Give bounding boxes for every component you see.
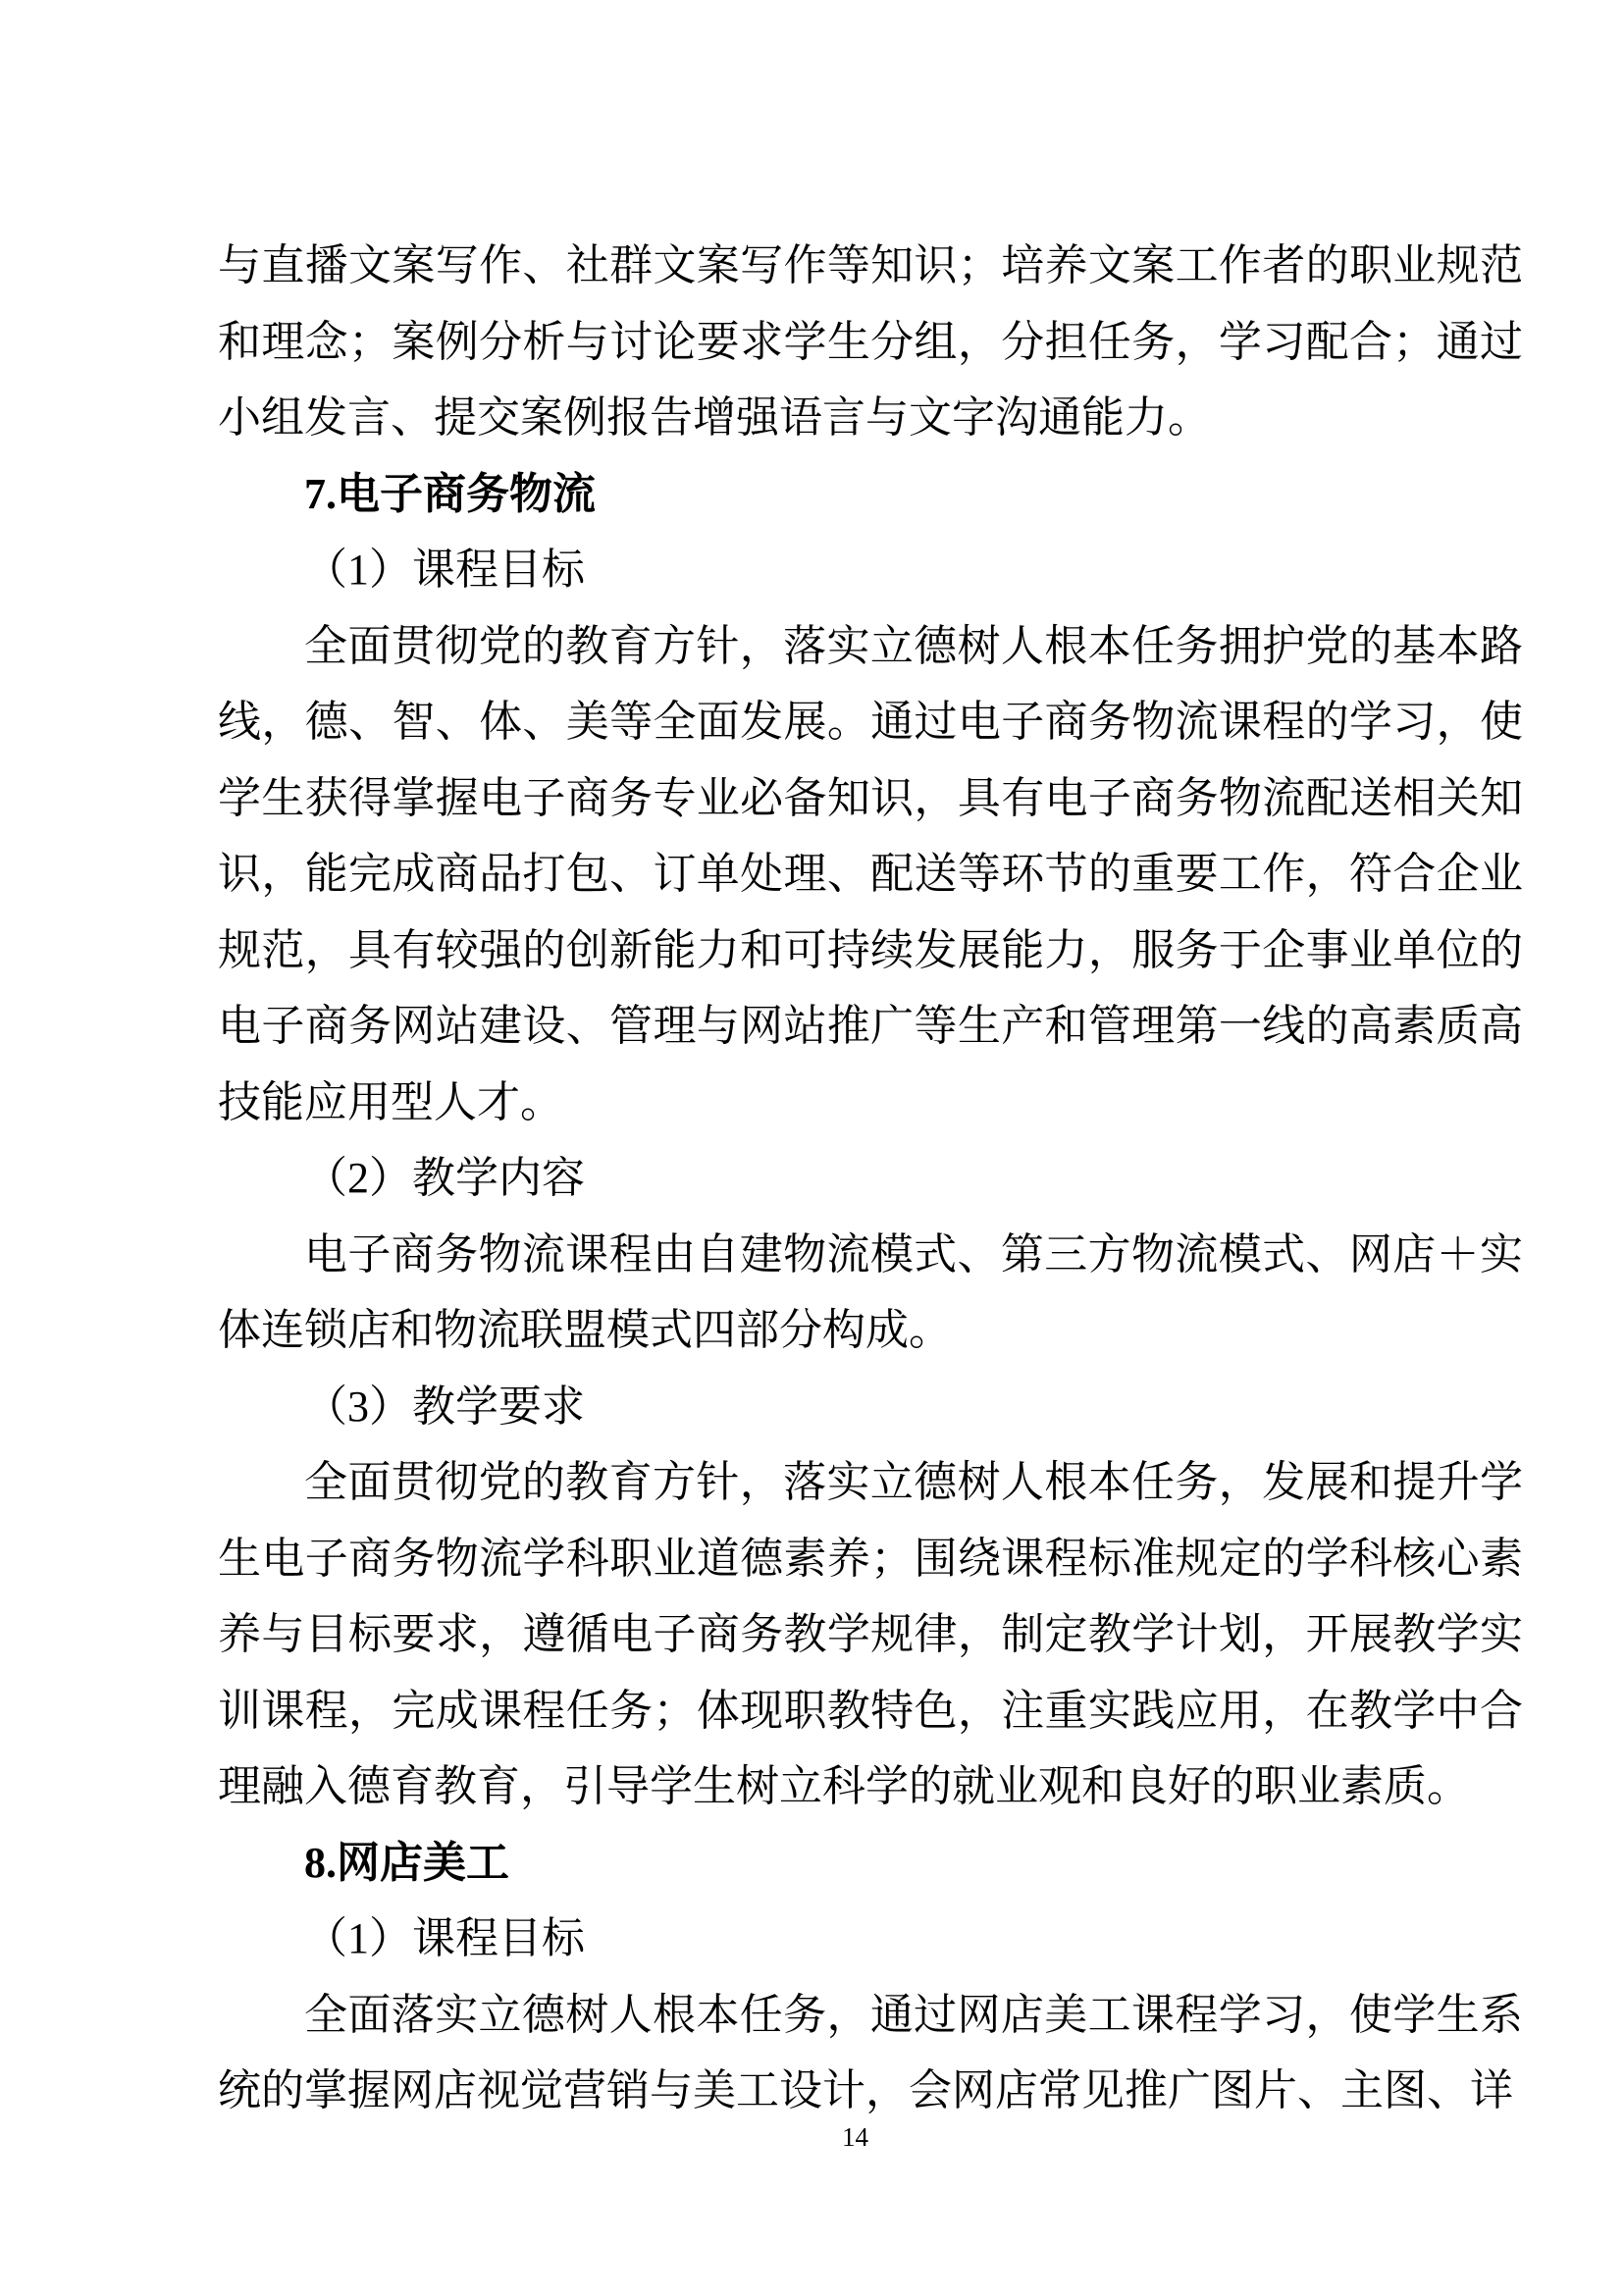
text-line: 学生获得掌握电子商务专业必备知识，具有电子商务物流配送相关知 xyxy=(218,773,1523,822)
text-line: 养与目标要求，遵循电子商务教学规律，制定教学计划，开展教学实 xyxy=(218,1610,1523,1658)
text-line: 体连锁店和物流联盟模式四部分构成。 xyxy=(218,1306,952,1354)
body-paragraph xyxy=(218,1901,1523,1977)
text-line: 与直播文案写作、社群文案写作等知识；培养文案工作者的职业规范 xyxy=(218,241,1523,289)
text-line: 规范，具有较强的创新能力和可持续发展能力，服务于企事业单位的 xyxy=(218,925,1523,974)
text-line: 电子商务网站建设、管理与网站推广等生产和管理第一线的高素质高 xyxy=(218,1002,1523,1050)
text-line: （2）教学内容 xyxy=(304,1154,585,1202)
body-paragraph xyxy=(218,1444,1523,1825)
text-line: 统的掌握网店视觉营销与美工设计，会网店常见推广图片、主图、详 xyxy=(218,2066,1513,2114)
text-line: 8.网店美工 xyxy=(304,1838,509,1887)
text-line: 识，能完成商品打包、订单处理、配送等环节的重要工作，符合企业 xyxy=(218,850,1523,898)
heading-paragraph xyxy=(218,456,1523,533)
body-paragraph xyxy=(218,228,1523,456)
text-line: 技能应用型人才。 xyxy=(218,1077,563,1126)
text-line: 和理念；案例分析与讨论要求学生分组，分担任务，学习配合；通过 xyxy=(218,317,1523,366)
text-block xyxy=(218,228,1523,2129)
heading-paragraph xyxy=(218,1825,1523,1902)
text-line: （1）课程目标 xyxy=(304,546,585,594)
text-line: （1）课程目标 xyxy=(304,1914,585,1962)
text-line: 电子商务物流课程由自建物流模式、第三方物流模式、网店＋实 xyxy=(304,1229,1523,1278)
text-line: 理融入德育教育，引导学生树立科学的就业观和良好的职业素质。 xyxy=(218,1762,1470,1810)
body-paragraph xyxy=(218,1140,1523,1217)
text-line: 小组发言、提交案例报告增强语言与文字沟通能力。 xyxy=(218,393,1211,442)
text-line: 全面贯彻党的教育方针，落实立德树人根本任务拥护党的基本路 xyxy=(304,621,1523,670)
text-line: 生电子商务物流学科职业道德素养；围绕课程标准规定的学科核心素 xyxy=(218,1534,1523,1583)
page-number: 14 xyxy=(842,2122,868,2152)
text-line: 全面贯彻党的教育方针，落实立德树人根本任务，发展和提升学 xyxy=(304,1458,1523,1506)
body-paragraph xyxy=(218,608,1523,1141)
body-paragraph xyxy=(218,1217,1523,1369)
body-paragraph xyxy=(218,1977,1523,2129)
body-paragraph xyxy=(218,532,1523,608)
text-line: 线，德、智、体、美等全面发展。通过电子商务物流课程的学习，使 xyxy=(218,698,1523,746)
text-line: （3）教学要求 xyxy=(304,1382,585,1431)
text-line: 7.电子商务物流 xyxy=(304,469,596,518)
text-line: 训课程，完成课程任务；体现职教特色，注重实践应用，在教学中合 xyxy=(218,1686,1523,1735)
text-line: 全面落实立德树人根本任务，通过网店美工课程学习，使学生系 xyxy=(304,1990,1523,2039)
body-paragraph xyxy=(218,1369,1523,1445)
